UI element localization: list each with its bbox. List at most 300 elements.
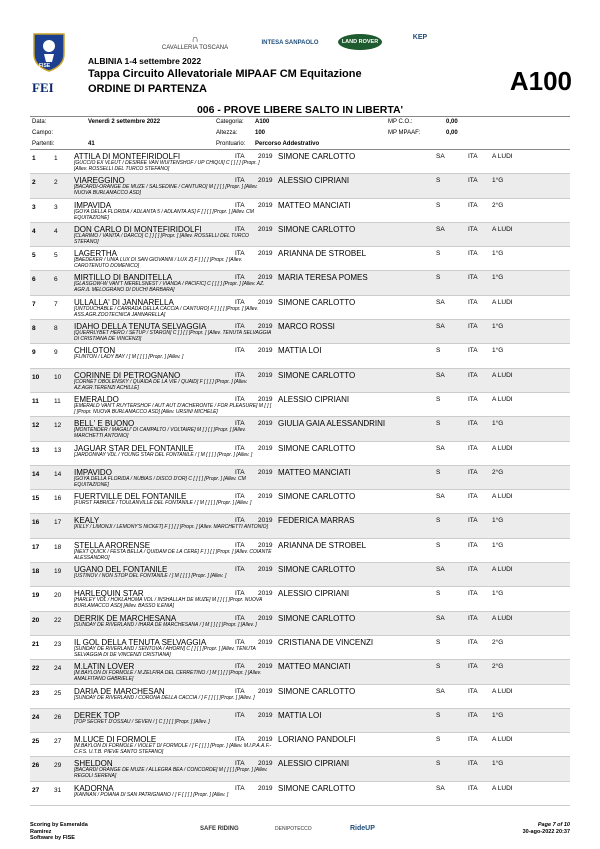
date-value: Venerdì 2 settembre 2022 bbox=[88, 119, 161, 125]
rider-name: ARIANNA DE STROBEL bbox=[278, 540, 367, 550]
start-position: 7 bbox=[32, 300, 36, 308]
entry-class: A LUDI bbox=[492, 493, 513, 501]
rider-name: MATTIA LOI bbox=[278, 710, 322, 720]
rider-name: SIMONE CARLOTTO bbox=[278, 370, 356, 380]
category-value: A100 bbox=[255, 119, 270, 125]
bib-number: 20 bbox=[54, 592, 62, 600]
mp-mpaaf-value: 0,00 bbox=[446, 130, 458, 136]
horse-pedigree: [USTINOV / NON STOP DEL FONTANILE / ] M [ ] [ ] [Propr. ] [Allev. ] bbox=[74, 573, 227, 580]
start-position: 21 bbox=[32, 640, 40, 648]
bib-number: 27 bbox=[54, 738, 62, 746]
horse-pedigree: [MONTENDER / MAGALI' DI CAMPALTO / VOLTAIRE] M [ ] [ ] [Propr. ] [Allev. MARCHETTI ANTONIO] bbox=[74, 427, 246, 440]
rider-name: SIMONE CARLOTTO bbox=[278, 686, 356, 696]
tour-name: Tappa Circuito Allevatoriale MIPAAF CM Equitazione bbox=[88, 68, 362, 80]
sponsor-bar bbox=[150, 32, 450, 56]
rider-name: ALESSIO CIPRIANI bbox=[278, 759, 350, 769]
horse-birth-year: 2019 bbox=[258, 468, 273, 476]
table-row bbox=[30, 296, 570, 320]
rider-name: SIMONE CARLOTTO bbox=[278, 613, 356, 623]
horse-birth-year: 2019 bbox=[258, 736, 273, 744]
document-title: ORDINE DI PARTENZA bbox=[88, 83, 207, 95]
horse-name: VIAREGGINO bbox=[74, 176, 125, 186]
horse-pedigree: [FURST FABRICE / TOULANVILLE DEL FONTANILE / ] M [ ] [ ] [Propr. ] [Allev. ] bbox=[74, 500, 252, 507]
table-row bbox=[30, 442, 570, 466]
table-row bbox=[30, 271, 570, 295]
horse-nation: ITA bbox=[235, 298, 245, 306]
start-position: 3 bbox=[32, 203, 36, 211]
entry-class: 1°G bbox=[492, 347, 504, 355]
page-number: Page 7 of 10 bbox=[537, 822, 570, 828]
start-position: 27 bbox=[32, 786, 40, 794]
start-position: 16 bbox=[32, 519, 40, 527]
horse-nation: ITA bbox=[235, 541, 245, 549]
table-row bbox=[30, 660, 570, 684]
table-row bbox=[30, 344, 570, 368]
rider-name: SIMONE CARLOTTO bbox=[278, 152, 356, 161]
bib-number: 9 bbox=[54, 349, 58, 357]
page-info bbox=[523, 822, 570, 835]
bib-number: 17 bbox=[54, 519, 62, 527]
height-value: 100 bbox=[255, 130, 266, 136]
horse-pedigree: [KILLY / LIMONJI / LEMONY'S NICKET] F [ ] [ ] [Propr. ] [Allev. MARCHETTI ANTONIO] bbox=[74, 524, 268, 531]
horse-birth-year: 2019 bbox=[258, 493, 273, 501]
bib-number: 7 bbox=[54, 300, 58, 308]
rider-nation: ITA bbox=[468, 590, 478, 598]
table-row bbox=[30, 369, 570, 393]
rider-nation: ITA bbox=[468, 711, 478, 719]
horse-name: IMPAVIDO bbox=[74, 467, 112, 477]
horse-name: STELLA ARORENSE bbox=[74, 540, 151, 550]
entry-class: 2°G bbox=[492, 663, 504, 671]
horse-pedigree: [GOYA DELLA FLORIDA / ADLANTA 5 / ADLANTA AS] F [ ] [ ] [Propr. ] [Allev. CM EQUITAZIONE] bbox=[74, 208, 254, 221]
rider-nation: ITA bbox=[468, 298, 478, 306]
fei-logo: FEI bbox=[32, 80, 54, 95]
start-position: 20 bbox=[32, 616, 40, 624]
starters-label: Partenti: bbox=[32, 141, 55, 147]
sponsor-kep-logo: KEP bbox=[412, 34, 428, 41]
rider-category: S bbox=[436, 420, 441, 428]
horse-nation: ITA bbox=[235, 395, 245, 403]
rider-category: S bbox=[436, 590, 441, 598]
rider-category: S bbox=[436, 468, 441, 476]
rider-category: S bbox=[436, 736, 441, 744]
table-row bbox=[30, 587, 570, 611]
rider-nation: ITA bbox=[468, 468, 478, 476]
bib-number: 8 bbox=[54, 325, 58, 333]
height-label: Altezza: bbox=[216, 130, 238, 136]
horse-birth-year: 2019 bbox=[258, 371, 273, 379]
horse-birth-year: 2019 bbox=[258, 590, 273, 598]
rider-nation: ITA bbox=[468, 663, 478, 671]
horse-nation: ITA bbox=[235, 711, 245, 719]
horse-pedigree: [GLASGOW-W VAN'T MERELSNEST / VIANDA / PACIFIC] C [ ] [ ] [Propr. ] [Allev. AZ. AGR.IL MELOGRANO DI DUCHI BARBARA] bbox=[74, 281, 265, 294]
fise-label: FISE bbox=[39, 63, 51, 69]
scoring-line: Ramirez bbox=[30, 828, 52, 835]
horse-name: DERRIK DE MARCHESANA bbox=[74, 613, 177, 623]
horse-birth-year: 2019 bbox=[258, 201, 273, 209]
rider-category: SA bbox=[436, 153, 445, 160]
denipotecco-logo: DENIPOTECCO bbox=[275, 826, 312, 832]
rider-name: MATTEO MANCIATI bbox=[278, 200, 351, 210]
bib-number: 6 bbox=[54, 276, 58, 284]
table-row bbox=[30, 174, 570, 198]
bib-number: 16 bbox=[54, 495, 62, 503]
start-position: 24 bbox=[32, 713, 40, 721]
horse-name: DARIA DE MARCHESAN bbox=[74, 686, 165, 696]
entry-class: 1°G bbox=[492, 711, 504, 719]
entry-class: 1°G bbox=[492, 177, 504, 185]
horse-nation: ITA bbox=[235, 638, 245, 646]
rider-nation: ITA bbox=[468, 760, 478, 768]
horse-name: DEREK TOP bbox=[74, 710, 120, 720]
horse-birth-year: 2019 bbox=[258, 347, 273, 355]
horse-nation: ITA bbox=[235, 225, 245, 233]
rider-name: GIULIA GAIA ALESSANDRINI bbox=[278, 419, 386, 429]
rider-nation: ITA bbox=[468, 347, 478, 355]
divider bbox=[30, 116, 570, 117]
horse-name: KADORNA bbox=[74, 783, 114, 793]
safe-riding-logo: SAFE RIDING bbox=[200, 826, 239, 832]
rider-name: LORIANO PANDOLFI bbox=[278, 735, 356, 745]
rider-category: SA bbox=[436, 323, 445, 331]
bib-number: 26 bbox=[54, 713, 62, 721]
rider-category: S bbox=[436, 638, 441, 646]
rider-nation: ITA bbox=[468, 153, 478, 160]
table-row bbox=[30, 709, 570, 733]
bib-number: 23 bbox=[54, 640, 62, 648]
horse-birth-year: 2019 bbox=[258, 177, 273, 185]
start-position: 8 bbox=[32, 325, 36, 333]
horse-name: UGANO DEL FONTANILE bbox=[74, 565, 168, 575]
horse-birth-year: 2019 bbox=[258, 274, 273, 282]
rider-category: SA bbox=[436, 444, 445, 452]
horse-name: MIRTILLO DI BANDITELLA bbox=[74, 273, 173, 283]
bib-number: 12 bbox=[54, 422, 62, 430]
rider-name: MARIA TERESA POMES bbox=[278, 273, 368, 283]
table-row bbox=[30, 563, 570, 587]
entry-class: A LUDI bbox=[492, 298, 513, 306]
table-row bbox=[30, 150, 570, 174]
start-position: 17 bbox=[32, 543, 40, 551]
horse-name: FUERTVILLE DEL FONTANILE bbox=[74, 492, 187, 502]
horse-birth-year: 2019 bbox=[258, 638, 273, 646]
bib-number: 19 bbox=[54, 568, 62, 576]
horse-nation: ITA bbox=[235, 444, 245, 452]
horse-nation: ITA bbox=[235, 687, 245, 695]
horse-pedigree: [QUERRLYBET HERO / SETUP / STARON] C [ ] [ ] [Propr. ] [Allev. TENUTA SELVAGGIA DI CRISTIANA DE VINCENZI] bbox=[74, 330, 272, 343]
rider-category: SA bbox=[436, 566, 445, 574]
rider-category: SA bbox=[436, 493, 445, 501]
entry-class: A LUDI bbox=[492, 225, 513, 233]
horse-nation: ITA bbox=[235, 493, 245, 501]
horse-name: M.LUCE DI FORMOLE bbox=[74, 735, 157, 745]
rider-name: SIMONE CARLOTTO bbox=[278, 443, 356, 453]
horse-name: CHILOTON bbox=[74, 346, 116, 356]
entry-class: 1°G bbox=[492, 590, 504, 598]
entry-class: 1°G bbox=[492, 250, 504, 258]
entry-class: A LUDI bbox=[492, 153, 513, 160]
horse-nation: ITA bbox=[235, 736, 245, 744]
horse-pedigree: [BACARDI-ORANGE DE MUZE / SALSEDINE / CANTURO] M [ ] [ ] [Propr. ] [Allev. NUOVA BURLAMACCO ASD] bbox=[74, 184, 258, 197]
rider-category: S bbox=[436, 541, 441, 549]
horse-birth-year: 2019 bbox=[258, 298, 273, 306]
rider-nation: ITA bbox=[468, 323, 478, 331]
entry-class: A LUDI bbox=[492, 371, 513, 379]
rider-name: SIMONE CARLOTTO bbox=[278, 297, 356, 307]
horse-nation: ITA bbox=[235, 274, 245, 282]
rider-category: S bbox=[436, 395, 441, 403]
table-row bbox=[30, 223, 570, 247]
table-row bbox=[30, 466, 570, 490]
horse-nation: ITA bbox=[235, 784, 245, 792]
horse-nation: ITA bbox=[235, 614, 245, 622]
entry-class: A LUDI bbox=[492, 395, 513, 403]
sponsor-land-rover-logo: LAND ROVER bbox=[338, 34, 382, 50]
start-position: 22 bbox=[32, 665, 40, 673]
rider-nation: ITA bbox=[468, 250, 478, 258]
horse-pedigree: [TOP SECRET D'OSSAU / SEVEN / ] C [ ] [ ] [Propr. ] [Allev. ] bbox=[74, 718, 210, 725]
horse-birth-year: 2019 bbox=[258, 614, 273, 622]
rider-name: FEDERICA MARRAS bbox=[278, 516, 355, 526]
table-row bbox=[30, 539, 570, 563]
scoring-line: Scoring by Esmeralda bbox=[30, 822, 88, 828]
horse-pedigree: [FLINTON / LADY BAY / ] M [ ] [ ] [Propr. ] [Allev. ] bbox=[74, 354, 184, 361]
horse-birth-year: 2019 bbox=[258, 420, 273, 428]
start-position: 11 bbox=[32, 397, 39, 405]
fise-logo bbox=[30, 30, 68, 72]
bib-number: 11 bbox=[54, 397, 61, 405]
horse-birth-year: 2019 bbox=[258, 541, 273, 549]
horse-name: EMERALDO bbox=[74, 394, 119, 404]
start-position: 23 bbox=[32, 689, 40, 697]
table-row bbox=[30, 757, 570, 781]
rider-category: S bbox=[436, 663, 441, 671]
horse-birth-year: 2019 bbox=[258, 760, 273, 768]
rider-category: SA bbox=[436, 614, 445, 622]
rider-nation: ITA bbox=[468, 687, 478, 695]
rider-name: ALESSIO CIPRIANI bbox=[278, 589, 350, 599]
table-row bbox=[30, 612, 570, 636]
start-position: 5 bbox=[32, 252, 36, 260]
horse-pedigree: [CORNET OBOLENSKY / QUAIDA DE LA VIE / QUAID] F [ ] [ ] [Propr. ] [Allev. AZ.AGR.TERENZI ACHILLE] bbox=[74, 378, 248, 391]
table-row bbox=[30, 199, 570, 223]
rider-nation: ITA bbox=[468, 444, 478, 452]
start-position: 12 bbox=[32, 422, 40, 430]
mp-co-value: 0,00 bbox=[446, 119, 458, 125]
horse-nation: ITA bbox=[235, 153, 245, 160]
table-row bbox=[30, 393, 570, 417]
bib-number: 31 bbox=[54, 786, 62, 794]
rider-name: MATTEO MANCIATI bbox=[278, 662, 351, 672]
horse-birth-year: 2019 bbox=[258, 395, 273, 403]
category-code: A100 bbox=[509, 66, 572, 96]
table-row bbox=[30, 782, 570, 806]
start-position: 25 bbox=[32, 738, 40, 746]
start-position: 1 bbox=[32, 155, 36, 162]
horse-name: IDAHO DELLA TENUTA SELVAGGIA bbox=[74, 322, 207, 332]
horse-nation: ITA bbox=[235, 201, 245, 209]
entry-class: A LUDI bbox=[492, 736, 513, 744]
rider-category: S bbox=[436, 517, 441, 525]
horse-name: IL GOL DELLA TENUTA SELVAGGIA bbox=[74, 637, 207, 647]
horse-birth-year: 2019 bbox=[258, 323, 273, 331]
bib-number: 4 bbox=[54, 227, 58, 235]
starters-value: 41 bbox=[88, 141, 95, 147]
horse-nation: ITA bbox=[235, 323, 245, 331]
start-position: 19 bbox=[32, 592, 40, 600]
rider-category: S bbox=[436, 711, 441, 719]
rider-nation: ITA bbox=[468, 784, 478, 792]
entry-class: 2°G bbox=[492, 468, 504, 476]
horse-pedigree: [SUNDAY DE RIVERLAND / CORONA DELLA CACCIA / ] F [ ] [ ] [Propr. ] [Allev. ] bbox=[74, 694, 255, 701]
horse-pedigree: [KANNAN / POIANA DI SAN PATRIGNANO / ] F [ ] [ ] [Propr. ] [Allev. ] bbox=[74, 791, 229, 798]
start-position: 15 bbox=[32, 495, 40, 503]
entry-class: A LUDI bbox=[492, 687, 513, 695]
entry-class: 1°G bbox=[492, 517, 504, 525]
bib-number: 14 bbox=[54, 470, 62, 478]
horse-nation: ITA bbox=[235, 250, 245, 258]
horse-pedigree: [M.BAYLON DI FORMOLE / M.ZELFIRA DEL CERRETINO / ] M [ ] [ ] [Propr. ] [Allev. AMALFITANO GABRIELE] bbox=[74, 670, 262, 683]
start-position: 10 bbox=[32, 373, 40, 381]
rider-category: S bbox=[436, 177, 441, 185]
bib-number: 10 bbox=[54, 373, 62, 381]
horse-pedigree: [NEXT QUICK / FESTA BELLA / QUIDAM DE LA CERE] F [ ] [ ] [Propr. ] [Allev. COIANTE ALESSANDRO] bbox=[74, 548, 272, 561]
horse-name: DON CARLO DI MONTEFIRIDOLFI bbox=[74, 224, 202, 234]
horse-birth-year: 2019 bbox=[258, 711, 273, 719]
horse-birth-year: 2019 bbox=[258, 153, 273, 160]
scoring-credit bbox=[30, 822, 88, 842]
start-position: 18 bbox=[32, 568, 40, 576]
field-label: Campo: bbox=[32, 130, 54, 136]
section-title: 006 - PROVE LIBERE SALTO IN LIBERTA' bbox=[196, 104, 404, 116]
rider-nation: ITA bbox=[468, 638, 478, 646]
rider-nation: ITA bbox=[468, 614, 478, 622]
horse-pedigree: [BAEDEKER / UNIA LUX DI SAN GIOVANNI / LUX Z] F [ ] [ ] [Propr. ] [Allev. CAROTENUTO DOMENICO] bbox=[74, 257, 243, 270]
start-order-list bbox=[30, 150, 570, 806]
rider-category: S bbox=[436, 201, 441, 209]
horse-birth-year: 2019 bbox=[258, 225, 273, 233]
bib-number: 22 bbox=[54, 616, 62, 624]
print-date: 30-ago-2022 20:37 bbox=[522, 828, 570, 835]
rider-category: S bbox=[436, 347, 441, 355]
sponsor-cavalleria-toscana-logo bbox=[150, 34, 240, 51]
horse-nation: ITA bbox=[235, 760, 245, 768]
rider-name: SIMONE CARLOTTO bbox=[278, 783, 356, 793]
sponsor-intesa-logo: INTESA SANPAOLO bbox=[261, 40, 319, 46]
bib-number: 29 bbox=[54, 762, 62, 770]
rider-category: S bbox=[436, 274, 441, 282]
rider-nation: ITA bbox=[468, 736, 478, 744]
horse-name: CORINNE DI PETROGNANO bbox=[74, 370, 181, 380]
rider-nation: ITA bbox=[468, 225, 478, 233]
start-position: 2 bbox=[32, 179, 36, 187]
rider-nation: ITA bbox=[468, 201, 478, 209]
horse-birth-year: 2019 bbox=[258, 250, 273, 258]
horse-name: KEALY bbox=[74, 516, 100, 526]
course-type-label: Prontuario: bbox=[216, 141, 246, 147]
horse-nation: ITA bbox=[235, 420, 245, 428]
entry-class: A LUDI bbox=[492, 444, 513, 452]
start-position: 9 bbox=[32, 349, 36, 357]
horse-nation: ITA bbox=[235, 517, 245, 525]
rider-category: S bbox=[436, 760, 441, 768]
start-position: 6 bbox=[32, 276, 36, 284]
table-row bbox=[30, 733, 570, 757]
horse-pedigree: [SUNDAY DE RIVERLAND / IHARA DE MARCHESANA / ] M [ ] [ ] [Propr. ] [Allev. ] bbox=[74, 621, 257, 628]
horse-pedigree: [BACARDI ORANGE DE MUZE / ALLEGRA BEA / CONCORDE] M [ ] [ ] [Propr. ] [Allev. REGOLI SERENA] bbox=[74, 767, 268, 780]
horse-pedigree: [UNTOUCHABLE / CARRADA DELLA CACCIA / CANTURO] F [ ] [ ] [Propr. ] [Allev. ASS.AGR.ZOOTECNICA JANNARELLA] bbox=[74, 305, 259, 318]
entry-class: A LUDI bbox=[492, 566, 513, 574]
entry-class: A LUDI bbox=[492, 614, 513, 622]
mp-co-label: MP C.O.: bbox=[388, 119, 413, 125]
rider-category: SA bbox=[436, 371, 445, 379]
rider-category: SA bbox=[436, 784, 445, 792]
mp-mpaaf-label: MP MPAAF: bbox=[388, 130, 421, 136]
horse-pedigree: [JARDONNAY VDL / YOUNG STAR DEL FONTANILE / ] M [ ] [ ] [Propr. ] [Allev. ] bbox=[74, 451, 253, 458]
rider-nation: ITA bbox=[468, 395, 478, 403]
horse-name: HARLEQUIN STAR bbox=[74, 589, 144, 599]
horse-birth-year: 2019 bbox=[258, 566, 273, 574]
start-position: 13 bbox=[32, 446, 40, 454]
rider-category: SA bbox=[436, 298, 445, 306]
rider-category: SA bbox=[436, 225, 445, 233]
entry-class: 1°G bbox=[492, 420, 504, 428]
table-row bbox=[30, 514, 570, 538]
horse-name: BELL' E BUONO bbox=[74, 419, 135, 429]
horse-name: JAGUAR STAR DEL FONTANILE bbox=[74, 443, 194, 453]
horse-pedigree: [CLARIMO / VANITA / DARCO] C [ ] [ ] [Propr. ] [Allev. ROSSELLI DEL TURCO STEFANO] bbox=[74, 232, 249, 245]
rider-name: SIMONE CARLOTTO bbox=[278, 224, 356, 234]
bib-number: 18 bbox=[54, 543, 62, 551]
entry-class: 1°G bbox=[492, 323, 504, 331]
entry-class: 1°G bbox=[492, 541, 504, 549]
horse-birth-year: 2019 bbox=[258, 687, 273, 695]
bib-number: 2 bbox=[54, 179, 58, 187]
rideup-logo: RideUP bbox=[350, 825, 375, 832]
table-row bbox=[30, 320, 570, 344]
horse-nation: ITA bbox=[235, 590, 245, 598]
horse-name: SHELDON bbox=[74, 759, 113, 769]
horse-name: ULLALLA' DI JANNARELLA bbox=[74, 297, 174, 307]
entry-class: 1°G bbox=[492, 760, 504, 768]
table-row bbox=[30, 247, 570, 271]
event-name: ALBINIA 1-4 settembre 2022 bbox=[88, 56, 202, 66]
horse-pedigree: [HARLEY VDL / HOKLAHOMA VDL / INSHALLAH DE MUZE] M [ ] [ ] [Propr. NUOVA BURLAMACCO ASD] [Allev. BASSO ILENIA] bbox=[74, 597, 263, 610]
table-row bbox=[30, 685, 570, 709]
entry-class: 2°G bbox=[492, 638, 504, 646]
horse-birth-year: 2019 bbox=[258, 517, 273, 525]
horse-birth-year: 2019 bbox=[258, 663, 273, 671]
horse-pedigree: [GUCCIO EX VLEUT / DESIREE VAN WUITENSHOF / UP CHIQUI] C [ ] [ ] [Propr. ] [Allev. ROSSELLI DEL TURCO STEFANO] bbox=[74, 160, 260, 172]
horse-nation: ITA bbox=[235, 663, 245, 671]
horse-birth-year: 2019 bbox=[258, 784, 273, 792]
rider-name: ARIANNA DE STROBEL bbox=[278, 249, 367, 259]
rider-nation: ITA bbox=[468, 420, 478, 428]
horseshoe-icon: ∩ bbox=[191, 34, 199, 45]
rider-nation: ITA bbox=[468, 371, 478, 379]
table-row bbox=[30, 636, 570, 660]
rider-name: ALESSIO CIPRIANI bbox=[278, 176, 350, 186]
rider-name: MARCO ROSSI bbox=[278, 322, 335, 332]
table-row bbox=[30, 417, 570, 441]
horse-nation: ITA bbox=[235, 566, 245, 574]
horse-name: M.LATIN LOVER bbox=[74, 662, 135, 672]
rider-nation: ITA bbox=[468, 541, 478, 549]
date-label: Data: bbox=[32, 119, 47, 125]
horse-pedigree: [GOYA DELLA FLORIDA / NUBIAS / DISCO D'OR] C [ ] [ ] [Propr. ] [Allev. CM EQUITAZIONE] bbox=[74, 475, 246, 488]
rider-name: SIMONE CARLOTTO bbox=[278, 492, 356, 502]
rider-name: CRISTIANA DE VINCENZI bbox=[278, 637, 374, 647]
